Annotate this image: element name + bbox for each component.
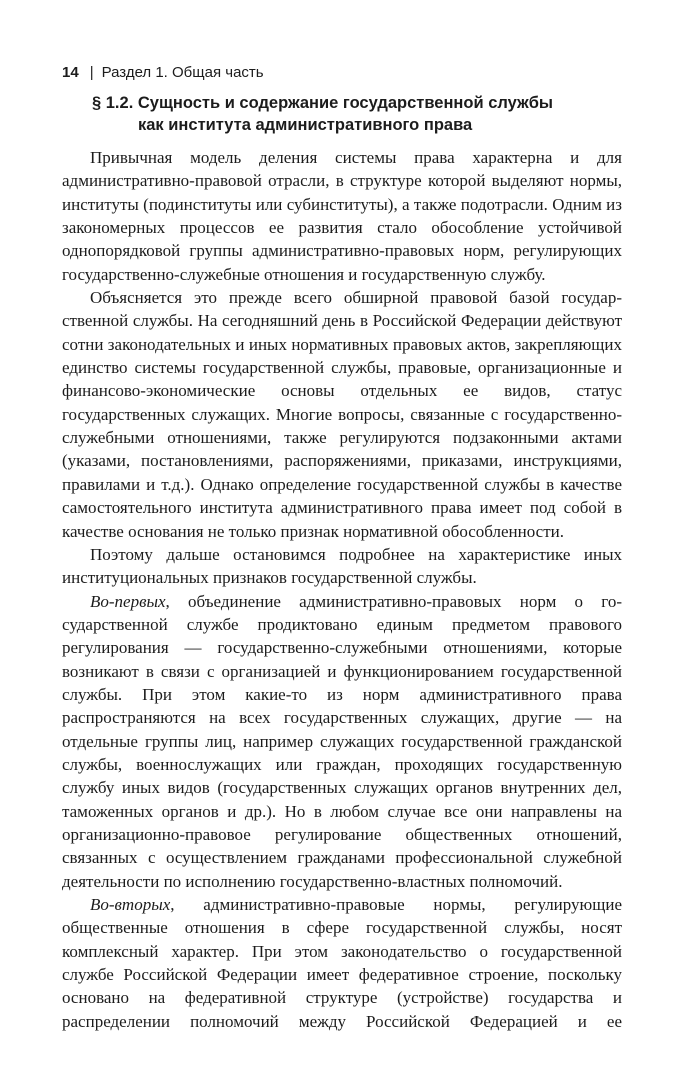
running-head-separator: | xyxy=(89,64,94,81)
book-page xyxy=(62,62,622,1033)
paragraph-text: Привычная модель деления системы права характерна и для административно-правовой отрасли, в структуре которой выделяют нормы, институты (подинституты или субинституты), а также подотрасли. Одним из закономерных процессов ее развития стало обособление устойчивой однопорядковой группы административно-правовых норм, регулирующих государственно-служебные отношения и государственную службу. xyxy=(62,148,622,284)
page-number: 14 xyxy=(62,64,79,81)
paragraph-lead-italic: Во-вторых xyxy=(90,895,171,914)
paragraph-3 xyxy=(62,543,622,590)
section-title: Раздел 1. Общая часть xyxy=(101,64,264,81)
paragraph-5 xyxy=(62,893,622,1033)
paragraph-text: Объясняется это прежде всего обширной правовой базой государственной службы. На сегодняшний день в Российской Федерации действуют сотни законодательных и иных нормативных правовых актов, закрепляющих единство системы государственной службы, правовые, организационные и финансово-экономические основы отдельных ее видов, статус государственных служащих. Многие вопросы, связанные с государственно-служебными отношениями, также регулируются подзаконными актами (указами, постановлениями, распоряжениями, приказами, инструкциями, правилами и т.д.). Однако определение государственной службы в качестве самостоятельного института административного права имеет под собой в качестве основания не только признак нормативной обособленности. xyxy=(62,288,622,541)
paragraph-4 xyxy=(62,590,622,893)
section-heading-line-1: § 1.2. Сущность и содержание государственной службы xyxy=(92,94,554,112)
running-head xyxy=(62,62,622,84)
section-heading-line-2: как института административного права xyxy=(138,116,473,134)
paragraph-text: Поэтому дальше остановимся подробнее на характеристике иных институциональных признаков государственной службы. xyxy=(62,544,622,588)
body-text xyxy=(62,146,622,1033)
paragraph-2 xyxy=(62,286,622,543)
paragraph-text: , объединение административно-правовых норм о государственной службе продиктовано единым предметом правового регулирования — государственно-служебными отношениями, которые возникают в связи с организацией и функционированием государственной службы. При этом какие-то из норм административного права распространяются на всех государственных служащих, другие — на отдельные группы лиц, например служащих государственной гражданской службы, военнослужащих или граждан, проходящих государственную службу иных видов (государственных служащих органов внутренних дел, таможенных органов и др.). Но в любом случае все они направлены на организационно-правовое регулирование общественных отношений, связанных с осуществлением гражданами профессиональной служебной деятельности по исполнению государственно-властных полномочий. xyxy=(62,591,622,891)
paragraph-1 xyxy=(62,146,622,286)
paragraph-lead-italic: Во-первых xyxy=(90,591,166,611)
section-heading xyxy=(62,92,622,136)
paragraph-text: , административно-правовые нормы, регулирующие общественные отношения в сфере государственной службы, носят комплексный характер. При этом законодательство о государственной службе Российской Федерации имеет федеративное строение, поскольку основано на федеративной структуре (устройстве) государства и распределении полномочий между Российской Федерацией и ее xyxy=(62,895,622,1031)
